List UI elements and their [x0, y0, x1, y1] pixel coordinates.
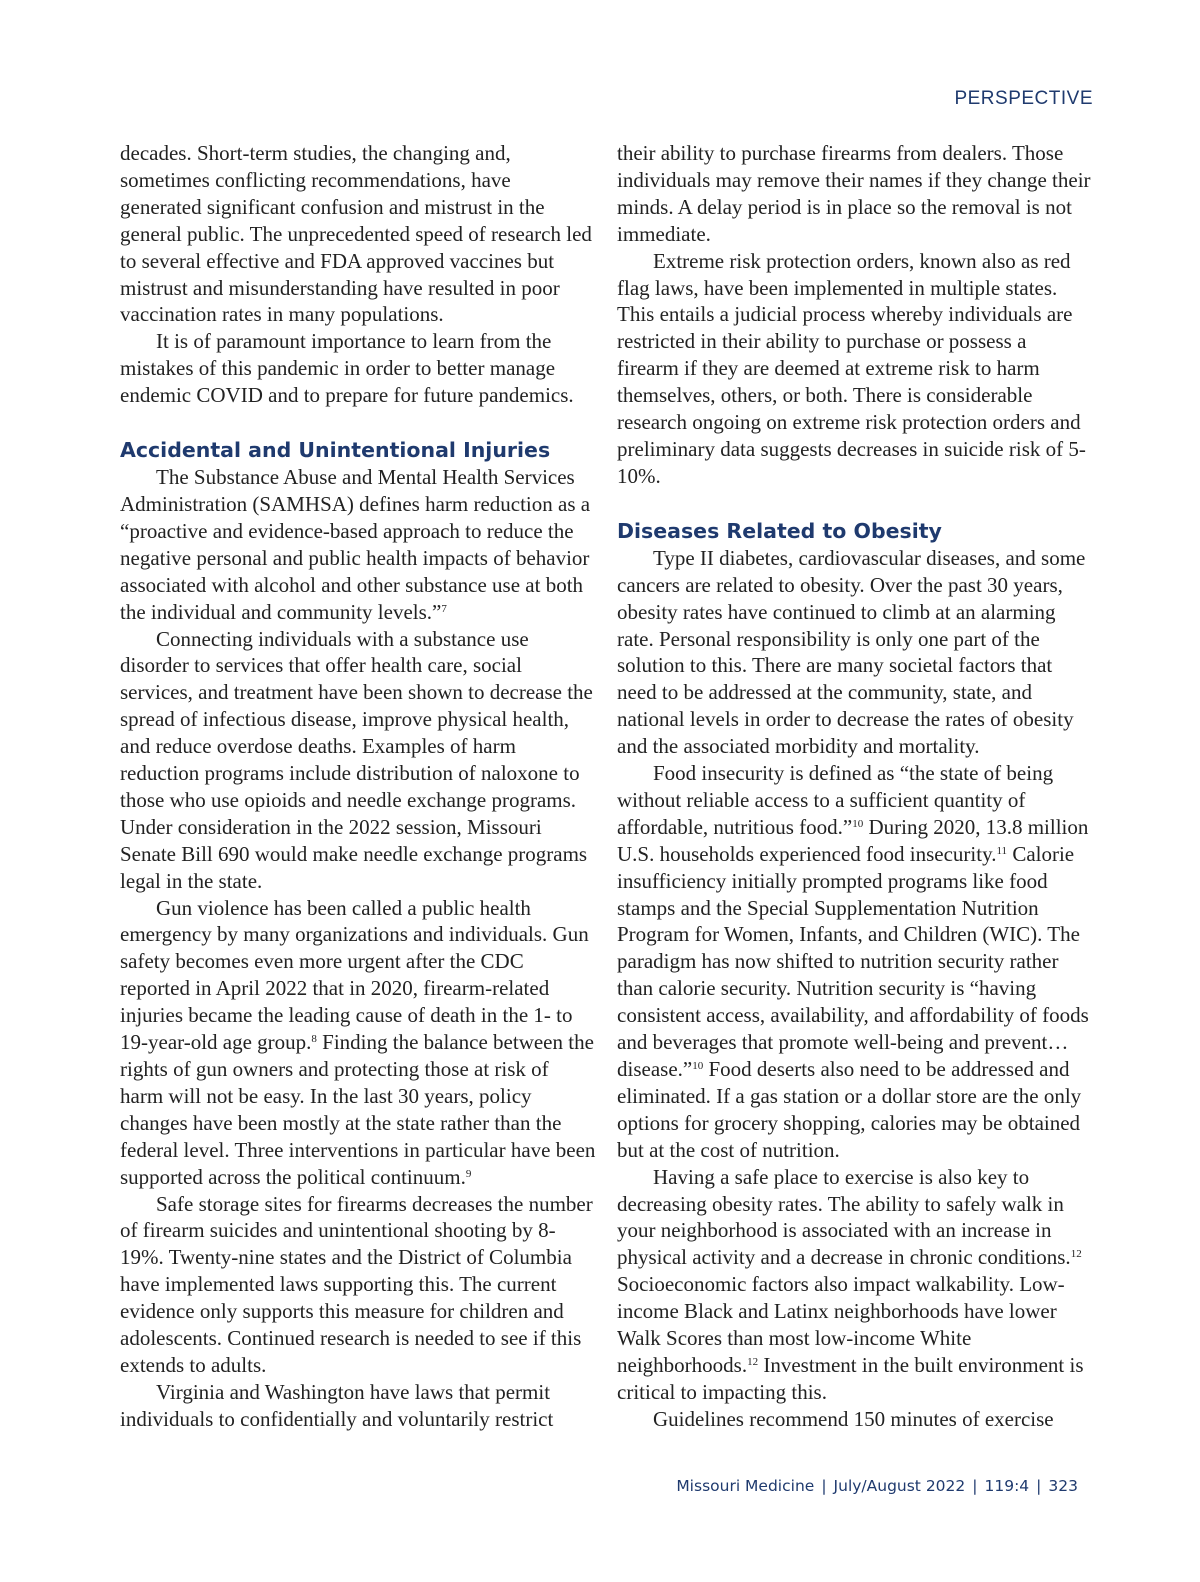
paragraph-text: Investment in the built environment is critical to impacting this.	[617, 1352, 1084, 1404]
paragraph-text: Calorie insufficiency initially prompted programs like food stamps and the Special Supplementation Nutrition Program for Women, Infants, and Children (WIC). The paradigm has now shifted to nutrition security rather than calorie security. Nutrition security is “having consistent access, availability, and affordability of foods and beverages that promote well-being and prevent…disease.”	[617, 841, 1089, 1081]
paragraph-text: Finding the balance between the rights of gun owners and protecting those at risk of harm will not be easy. In the last 30 years, policy changes have been mostly at the state rather than the federal level. Three interventions in particular have been supported across the political continuum.	[120, 1030, 596, 1189]
paragraph	[617, 760, 1093, 1164]
page-footer	[676, 1477, 1078, 1495]
footnote-ref: 7	[441, 602, 447, 615]
footnote-ref: 9	[465, 1167, 472, 1180]
paragraph: Type II diabetes, cardiovascular diseases, and some cancers are related to obesity. Over the past 30 years, obesity rates have continued to climb at an alarming rate. Personal responsibility is only one part of the solution to this. There are many societal factors that need to be addressed at the community, state, and national levels in order to decrease the rates of obesity and the associated morbidity and mortality.	[617, 545, 1086, 759]
paragraph-text: Socioeconomic factors also impact walkability. Low-income Black and Latinx neighborhoods have lower Walk Scores than most low-income White neighborhoods.	[617, 1272, 1065, 1377]
section-heading-injuries: Accidental and Unintentional Injuries	[120, 438, 551, 463]
paragraph-text: Gun violence has been called a public health emergency by many organizations and individuals. Gun safety becomes even more urgent after the CDC reported in April 2022 that in 2020, firearm-related injuries became the leading cause of death in the 1- to 19-year-old age group.	[120, 895, 589, 1055]
section-heading-obesity: Diseases Related to Obesity	[617, 518, 942, 543]
paragraph: decades. Short-term studies, the changing and, sometimes conflicting recommendations, have generated significant confusion and mistrust in the general public. The unprecedented speed of research led to several effective and FDA approved vaccines but mistrust and misunderstanding have resulted in poor vaccination rates in many populations.	[120, 141, 592, 327]
paragraph	[120, 464, 596, 625]
footnote-ref: 12	[1070, 1248, 1082, 1261]
footnote-ref: 12	[747, 1355, 759, 1368]
paragraph-text: Having a safe place to exercise is also key to decreasing obesity rates. The ability to safely walk in your neighborhood is associated with an increase in physical activity and a decrease in chronic conditions.	[617, 1164, 1071, 1270]
paragraph-text: The Substance Abuse and Mental Health Services Administration (SAMHSA) defines harm reduction as a “proactive and evidence-based approach to reduce the negative personal and public health impacts of behavior associated with alcohol and other substance use at both the individual and community levels.”	[120, 465, 591, 624]
left-column	[120, 140, 596, 1433]
paragraph: Extreme risk protection orders, known also as red flag laws, have been implemented in multiple states. This entails a judicial process whereby individuals are restricted in their ability to purchase or possess a firearm if they are deemed at extreme risk to harm themselves, others, or both. There is considerable research ongoing on extreme risk protection orders and preliminary data suggests decreases in suicide risk of 5-10%.	[617, 248, 1086, 488]
issue-date: July/August 2022	[833, 1477, 966, 1495]
footnote-ref: 11	[996, 844, 1008, 857]
journal-name: Missouri Medicine	[676, 1477, 815, 1495]
page-number: 323	[1048, 1477, 1078, 1495]
right-column	[617, 140, 1093, 1433]
paragraph: Connecting individuals with a substance use disorder to services that offer health care, social services, and treatment have been shown to decrease the spread of infectious disease, improve physical health, and reduce overdose deaths. Examples of harm reduction programs include distribution of naloxone to those who use opioids and needle exchange programs. Under consideration in the 2022 session, Missouri Senate Bill 690 would make needle exchange programs legal in the state.	[120, 626, 593, 893]
footer-separator: |	[972, 1477, 978, 1495]
footnote-ref: 10	[692, 1060, 704, 1072]
paragraph	[617, 1164, 1093, 1406]
section-label: PERSPECTIVE	[954, 88, 1093, 109]
footer-separator: |	[1036, 1477, 1042, 1495]
paragraph: their ability to purchase firearms from dealers. Those individuals may remove their names if they change their minds. A delay period is in place so the removal is not immediate.	[617, 141, 1091, 246]
paragraph: Guidelines recommend 150 minutes of exercise	[653, 1406, 1054, 1431]
footer-separator: |	[821, 1477, 827, 1495]
paragraph-text: Food deserts also need to be addressed and eliminated. If a gas station or a dollar store are the only options for grocery shopping, calories may be obtained but at the cost of nutrition.	[617, 1057, 1082, 1162]
paragraph-text: Food insecurity is defined as “the state of being without reliable access to a sufficient quantity of affordable, nutritious food.”	[617, 761, 1054, 839]
footnote-ref: 10	[852, 817, 864, 830]
paragraph: Virginia and Washington have laws that permit individuals to confidentially and voluntarily restrict	[120, 1379, 554, 1431]
paragraph: It is of paramount importance to learn from the mistakes of this pandemic in order to better manage endemic COVID and to prepare for future pandemics.	[120, 329, 574, 408]
paragraph: Safe storage sites for firearms decreases the number of firearm suicides and unintentional shooting by 8-19%. Twenty-nine states and the District of Columbia have implemented laws supporting this. The current evidence only supports this measure for children and adolescents. Continued research is needed to see if this extends to adults.	[120, 1191, 593, 1377]
paragraph	[120, 895, 596, 1191]
footnote-ref: 8	[311, 1033, 317, 1046]
volume-issue: 119:4	[984, 1477, 1030, 1495]
paragraph-text: During 2020, 13.8 million U.S. households experienced food insecurity.	[617, 814, 1089, 866]
